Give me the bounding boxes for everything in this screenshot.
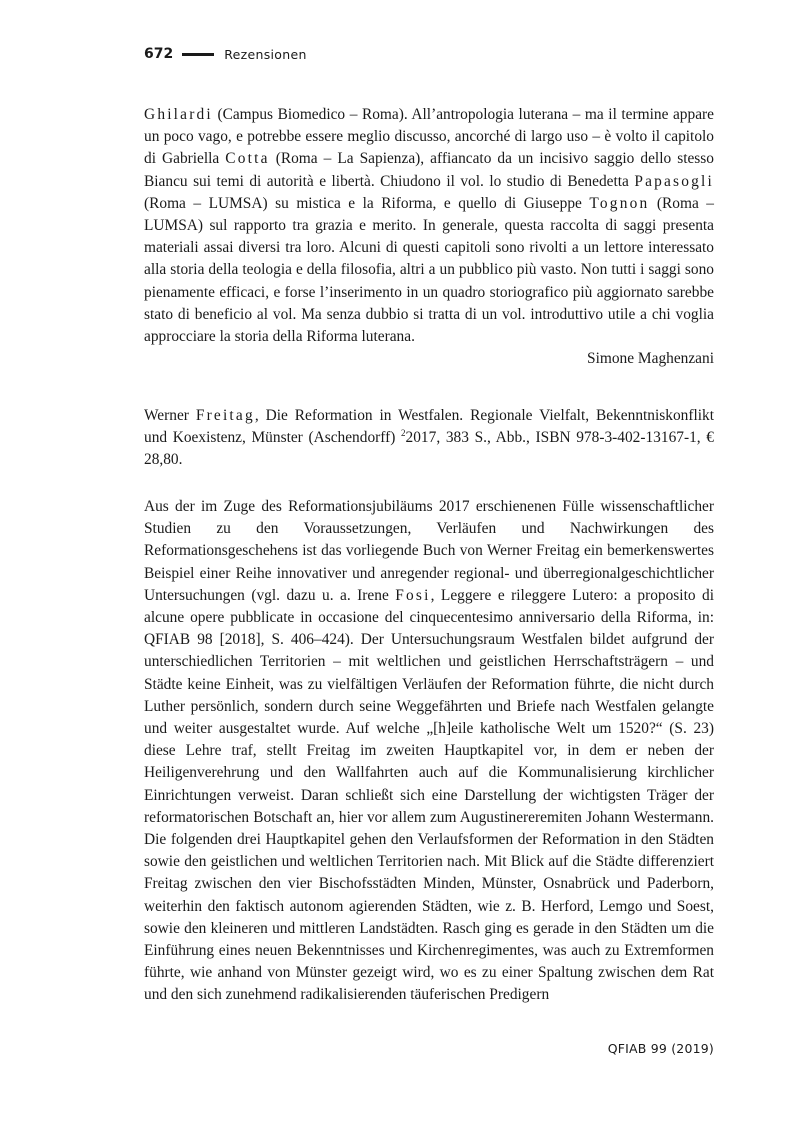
spaced-name: Papasogli <box>634 172 714 190</box>
page-number: 672 <box>144 46 174 62</box>
book-citation <box>144 405 714 472</box>
reviewer-signature: Simone Maghenzani <box>587 350 714 368</box>
citation-author-first: Werner <box>144 407 196 424</box>
spaced-name: Fosi <box>395 586 431 604</box>
text-run: Aus der im Zuge des Reformationsjubiläums 2017 erschienenen Fülle wissenschaftlicher Studien zu den Voraussetzungen, Verläufen und Nachwirkungen des Reformationsgeschehens ist das vorliegende Buch von Werner Freitag ein bemerkenswertes Beispiel einer Reihe innovativer und anregender regional- und überregionalgeschichtlicher Untersuchungen (vgl. dazu u. a. Irene <box>144 498 714 604</box>
citation-edition: 2 <box>401 428 406 439</box>
citation-author-last: Freitag <box>195 407 255 424</box>
text-run: (Roma – LUMSA) su mistica e la Riforma, e quello di Giuseppe <box>144 194 590 212</box>
text-run: (Campus Biomedico – Roma). All’antropologia luterana – ma il termine appare un poco vago, e potrebbe essere meglio discusso, ancorché di largo uso – è volto il capitolo di Gabriella <box>144 106 714 168</box>
journal-footer: QFIAB 99 (2019) <box>607 1041 714 1056</box>
citation-text <box>144 405 714 472</box>
running-header <box>144 44 307 64</box>
spaced-name: Ghilardi <box>144 106 213 123</box>
review-body <box>144 496 714 1007</box>
citation-title: , Die Reformation in Westfalen. Regionale Vielfalt, Bekenntniskonflikt und Koexistenz, Münster (Aschendorff) <box>144 407 714 447</box>
text-run: , Leggere e rileggere Lutero: a proposito di alcune opere pubblicate in occasione del cinquecentesimo anniversario della Riforma, in: QFIAB 98 [2018], S. 406–424). Der Untersuchungsraum Westfalen bildet aufgrund der unterschiedlichen Territorien – mit weltlichen und geistlichen Herrschaftsträgern – und Städte keine Einheit, was zu vielfältigen Verläufen der Reformation führte, die nicht durch Luther persönlich, sondern durch seine Weggefährten und Briefe nach Westfalen gelangte und weiter ausgestaltet wurde. Auf welche „[h]eile katholische Welt um 1520?“ (S. 23) diese Lehre traf, stellt Freitag im zweiten Hauptkapitel vor, in dem er neben der Heiligenverehrung und den Wallfahrten auch auf die Kommunalisierung kirchlicher Einrichtungen verweist. Daran schließt sich eine Darstellung der wichtigsten Träger der reformatorischen Botschaft an, hier vor allem zum Augustinereremiten Johann Westermann. Die folgenden drei Hauptkapitel gehen den Verlaufsformen der Reformation in den Städten sowie den geistlichen und weltlichen Territorien nach. Mit Blick auf die Städte differenziert Freitag zwischen den vier Bischofsstädten Minden, Münster, Osnabrück und Paderborn, weiterhin den faktisch autonom agierenden Städten, wie z. B. Herford, Lemgo und Soest, sowie den kleineren und mittleren Landstädten. Rasch ging es gerade in den Städten um die Einführung eines neuen Bekenntnisses und Kirchenregimentes, was auch zu Extremformen führte, wie anhand von Münster gezeigt wird, wo es zu einer Spaltung zwischen dem Rat und den sich zunehmend radikalisierenden täuferischen Predigern <box>144 586 714 1004</box>
spaced-name: Cotta <box>225 150 270 168</box>
header-rule <box>182 53 214 56</box>
running-head-title: Rezensionen <box>224 46 307 62</box>
citation-details: 2017, 383 S., Abb., ISBN 978-3-402-13167-1, € 28,80. <box>144 429 714 469</box>
review-body-text <box>144 496 714 1007</box>
review-continuation <box>144 104 714 370</box>
text-run: (Roma – LUMSA) sul rapporto tra grazia e merito. In generale, questa raccolta di saggi presenta materiali assai diversi tra loro. Alcuni di questi capitoli sono rivolti a un lettore interessato alla storia della teologia e della filosofia, altri a un pubblico più vasto. Non tutti i saggi sono pienamente efficaci, e forse l’inserimento in un quadro storiografico più aggiornato sarebbe stato di beneficio al vol. Ma senza dubbio si tratta di un vol. introduttivo utile a chi voglia approcciare la storia della Riforma luterana. <box>144 194 715 346</box>
text-run: (Roma – La Sapienza), affiancato da un incisivo saggio dello stesso Biancu sui temi di autorità e libertà. Chiudono il vol. lo studio di Benedetta <box>144 150 714 190</box>
review-body-text <box>144 104 714 348</box>
spaced-name: Tognon <box>589 194 650 212</box>
